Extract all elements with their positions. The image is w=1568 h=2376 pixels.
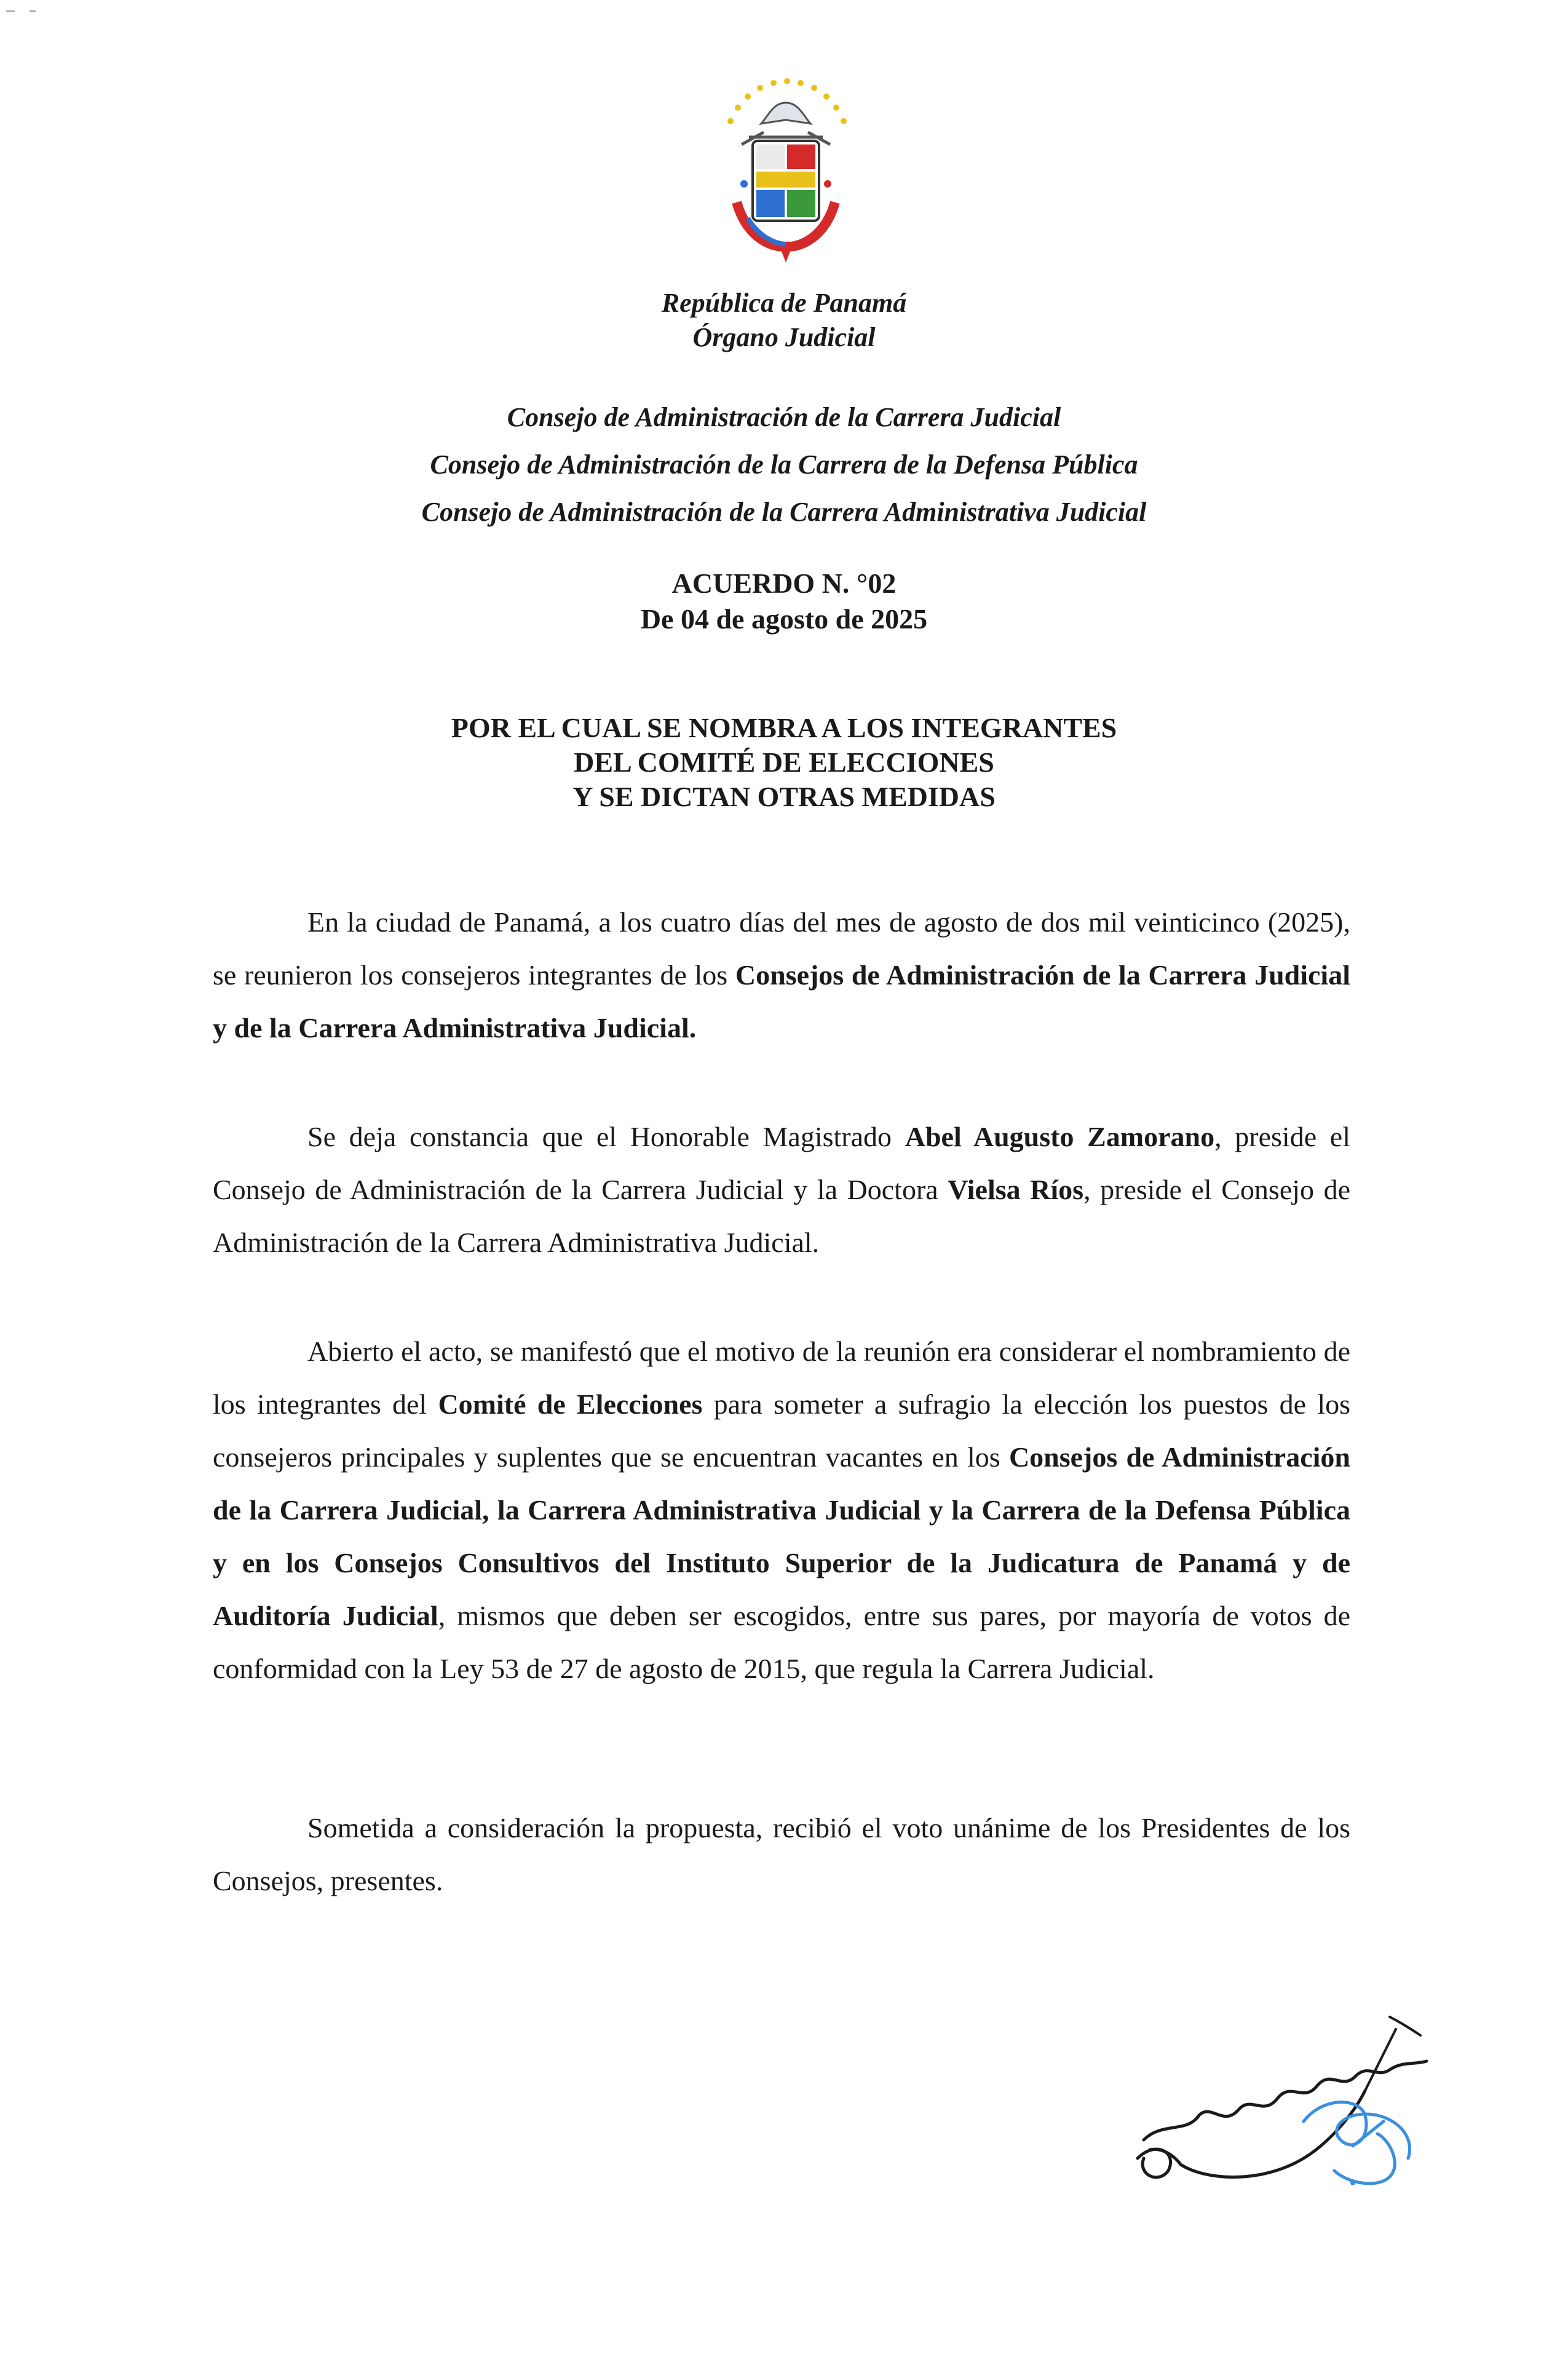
paragraph-presidents bbox=[213, 1111, 1350, 1269]
paragraph-text: Se deja constancia que el Honorable Magistrado bbox=[307, 1121, 905, 1152]
paragraph-text: Sometida a consideración la propuesta, recibió el voto unánime de los Presidentes de los Consejos, presentes. bbox=[213, 1812, 1350, 1896]
paragraph-text: para someter a sufragio la elección los puestos de los consejeros principales y suplentes que se encuentran vacantes en los bbox=[213, 1388, 1350, 1473]
council-administrativa-judicial: Consejo de Administración de la Carrera Administrativa Judicial bbox=[421, 497, 1147, 527]
councils-list: Consejos de Administración de la Carrera Judicial, la Carrera Administrativa Judicial y la Carrera de la Defensa Pública y en los Consejos Consultivos del Instituto Superior de la Judicatura de Panamá y de Auditoría Judicial bbox=[213, 1441, 1350, 1631]
paragraph-vote bbox=[213, 1802, 1350, 1907]
organ-name: Órgano Judicial bbox=[692, 322, 876, 352]
paragraph-text: , preside el Consejo de Administración de la Carrera Judicial y la Doctora bbox=[213, 1121, 1350, 1205]
paragraph-text: Abierto el acto, se manifestó que el motivo de la reunión era considerar el nombramiento de los integrantes del bbox=[213, 1336, 1350, 1420]
committee-name: Comité de Elecciones bbox=[438, 1388, 703, 1420]
subject-line-2: DEL COMITÉ DE ELECCIONES bbox=[574, 746, 994, 778]
magistrate-name: Abel Augusto Zamorano bbox=[905, 1121, 1215, 1152]
paragraph-text: , mismos que deben ser escogidos, entre sus pares, por mayoría de votos de conformidad con la Ley 53 de 27 de agosto de 2015, que regula la Carrera Judicial. bbox=[213, 1600, 1350, 1684]
agreement-date: De 04 de agosto de 2025 bbox=[640, 603, 928, 635]
header-councils-block bbox=[0, 394, 1568, 536]
agreement-heading bbox=[0, 566, 1568, 637]
council-carrera-judicial: Consejo de Administración de la Carrera Judicial bbox=[507, 402, 1061, 432]
scan-mark bbox=[0, 0, 74, 25]
subject-line-1: POR EL CUAL SE NOMBRA A LOS INTEGRANTES bbox=[451, 712, 1117, 743]
paragraph-bold-text: Consejos de Administración de la Carrera Judicial y de la Carrera Administrativa Judicial. bbox=[213, 959, 1350, 1043]
header-country-block bbox=[0, 286, 1568, 355]
paragraph-text: En la ciudad de Panamá, a los cuatro días del mes de agosto de dos mil veinticinco (2025), se reunieron los consejeros integrantes de los bbox=[213, 906, 1350, 991]
country-name: República de Panamá bbox=[661, 288, 907, 318]
paragraph-text: , preside el Consejo de Administración de la Carrera Administrativa Judicial. bbox=[213, 1174, 1350, 1258]
doctor-name: Vielsa Ríos bbox=[948, 1174, 1084, 1205]
council-defensa-publica: Consejo de Administración de la Carrera de la Defensa Pública bbox=[430, 449, 1138, 480]
coat-of-arms-icon bbox=[712, 65, 860, 267]
paragraph-purpose bbox=[213, 1325, 1350, 1695]
handwritten-signature bbox=[1119, 1955, 1439, 2214]
subject-line-3: Y SE DICTAN OTRAS MEDIDAS bbox=[572, 781, 996, 812]
agreement-number: ACUERDO N. °02 bbox=[671, 568, 897, 599]
agreement-subject bbox=[0, 711, 1568, 814]
paragraph-meeting bbox=[213, 896, 1350, 1055]
